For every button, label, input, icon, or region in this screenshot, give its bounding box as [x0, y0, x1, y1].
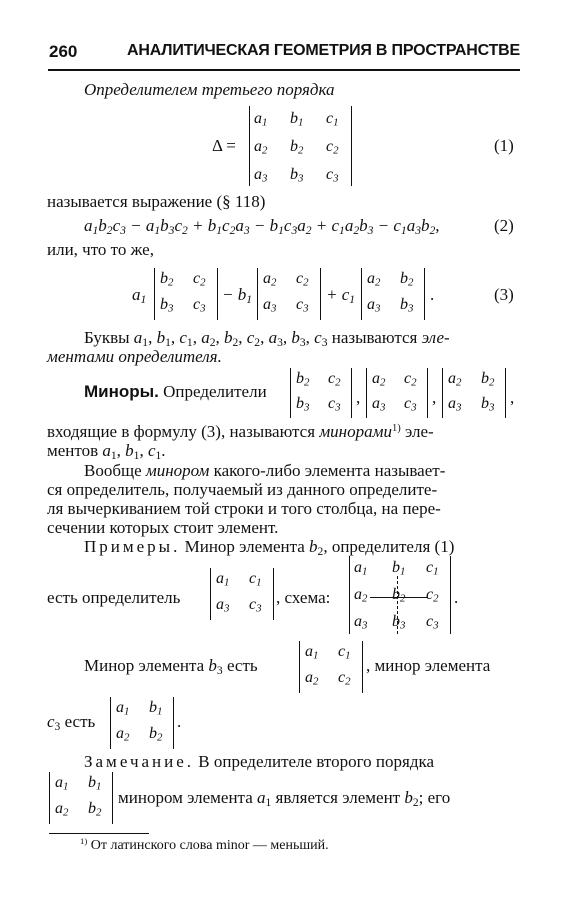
minor-c1-det [361, 268, 425, 320]
remark-its: ; его [418, 788, 451, 807]
det-cell: $a_2$ [263, 270, 277, 289]
called-expression-text: называется выражение (§ 118) [47, 192, 266, 211]
remark-text: В определителе второго порядка [198, 752, 435, 771]
det-cell: $a_3$ [263, 296, 277, 315]
remark-line [84, 752, 434, 772]
minors-intro [84, 382, 267, 402]
det-cell: $a_3$ [367, 296, 381, 315]
det-cell: $b_1$ [88, 774, 102, 793]
examples-word: Примеры. [84, 537, 181, 556]
det-cell: $c_2$ [193, 270, 206, 289]
general-line-2: ся определитель, получаемый из данного определите- [47, 480, 438, 499]
footnote-rule [49, 833, 149, 834]
det-cell: $c_2$ [338, 669, 351, 688]
det-cell: $a_2$ [354, 586, 368, 605]
det-cell: $c_2$ [426, 586, 439, 605]
footnote-text: От латинского слова minor — меньший. [90, 838, 329, 853]
det-cell: $b_2$ [149, 725, 163, 744]
general-line-3: ля вычеркиванием той строки и того столбца, на пере- [47, 499, 441, 518]
det-cell: $a_2$ [55, 800, 69, 819]
examples-line: Примеры. Минор элемента $b_2$, определителя (1) [84, 537, 455, 558]
examples-text2: , определителя (1) [323, 537, 455, 556]
called-word: называются [331, 328, 418, 347]
minor-b3-tail: , минор элемента [366, 656, 491, 675]
examples-text: Минор элемента [184, 537, 305, 556]
det-cell: $b_2$ [400, 270, 414, 289]
comma: , [356, 388, 361, 407]
footnote-marker: 1) [391, 423, 401, 435]
det-cell: $c_1$ [338, 643, 351, 662]
det-cell: $a_1$ [305, 643, 319, 662]
expansion-formula: $a_1b_2c_3 - a_1b_3c_2 + b_1c_2a_3 - b_1c_3a_2 + c_1a_2b_3 - c_1a_3b_2$, [84, 216, 440, 237]
det-cell: $a_3$ [216, 596, 230, 615]
elements-of-determinant: ментами определителя. [47, 347, 222, 366]
det-cell: $b_3$ [290, 166, 304, 185]
general-line-1 [84, 461, 445, 481]
remark-word: Замечание. [84, 752, 195, 771]
det-cell: $a_3$ [354, 613, 368, 632]
minor-det-1 [290, 368, 352, 418]
minors-heading: Миноры. [84, 382, 159, 401]
det-cell: $a_2$ [448, 370, 462, 389]
det-cell: $a_2$ [116, 725, 130, 744]
det-cell: $c_3$ [328, 395, 341, 414]
equation-label-1: (1) [494, 136, 514, 155]
period: . [454, 588, 459, 607]
det-cell: $a_3$ [372, 395, 386, 414]
det-cell: $c_3$ [296, 296, 309, 315]
det-cell: $b_3$ [481, 395, 495, 414]
minors-term: минорами [319, 422, 392, 441]
det-cell: $b_2$ [481, 370, 495, 389]
det-cell: $b_1$ [290, 110, 304, 129]
det-cell: $b_1$ [149, 699, 163, 718]
minor-b3-line: Минор элемента $b_3$ есть [84, 656, 258, 677]
strike-row-line [370, 597, 428, 598]
is-determinant-text: есть определитель [47, 588, 181, 607]
det-cell: $a_1$ [116, 699, 130, 718]
det-cell: $b_3$ [392, 613, 406, 632]
det-cell: $b_2$ [88, 800, 102, 819]
det-cell: $b_3$ [160, 296, 174, 315]
minor-b3-is: есть [226, 656, 258, 675]
letters-line: Буквы $a_1$, $b_1$, $c_1$, $a_2$, $b_2$, $c_2$, $a_3$, $b_3$, $c_3$ называются эле- [84, 328, 450, 349]
general-rest: какого-либо элемента называет- [213, 461, 446, 480]
page-number: 260 [49, 42, 78, 61]
scheme-det [349, 556, 451, 634]
c3-is-text: есть [64, 712, 96, 731]
minor-b2-det [210, 568, 274, 620]
elements-of-word: ментов [47, 441, 99, 460]
det-cell: $b_2$ [290, 138, 304, 157]
minors-intro-text: Определители [163, 382, 267, 401]
running-title: АНАЛИТИЧЕСКАЯ ГЕОМЕТРИЯ В ПРОСТРАНСТВЕ [127, 42, 520, 59]
delta-symbol: Δ = [212, 136, 236, 155]
general-word: Вообще [84, 461, 142, 480]
equation-label-3: (3) [494, 285, 514, 304]
general-line-4: сечении которых стоит элемент. [47, 518, 279, 537]
det-cell: $c_3$ [326, 166, 339, 185]
det-cell: $a_2$ [305, 669, 319, 688]
det-cell: $b_2$ [296, 370, 310, 389]
minor-det-2 [366, 368, 428, 418]
definition-title: Определителем третьего порядка [84, 80, 335, 99]
minor-b1-det [257, 268, 321, 320]
det-cell: $c_3$ [426, 613, 439, 632]
minor-b3-det [299, 641, 363, 693]
det-cell: $c_2$ [404, 370, 417, 389]
det-cell: $c_2$ [296, 270, 309, 289]
det-cell: $b_2$ [392, 586, 406, 605]
determinant-3x3 [249, 106, 352, 186]
comma: , [432, 388, 437, 407]
coef-a1: $a_1$ [132, 285, 147, 306]
det-cell: $c_2$ [328, 370, 341, 389]
elements-word-part1: эле- [421, 328, 450, 347]
or-same-text: или, что то же, [47, 240, 154, 259]
det-cell: $b_2$ [160, 270, 174, 289]
minor-c3-det [110, 697, 174, 749]
det-cell: $c_1$ [249, 570, 262, 589]
det-cell: $b_3$ [400, 296, 414, 315]
det-cell: $c_2$ [326, 138, 339, 157]
det-cell: $a_1$ [354, 559, 368, 578]
det-cell: $a_2$ [372, 370, 386, 389]
strike-column-line [397, 576, 398, 634]
remark-minor-of: минором элемента [118, 788, 253, 807]
det-cell: $a_1$ [254, 110, 268, 129]
det-cell: $c_3$ [249, 596, 262, 615]
remark-line-2: минором элемента $a_1$ является элемент $b_2$; его [118, 788, 451, 809]
det-cell: $c_1$ [426, 559, 439, 578]
det-cell: $c_1$ [326, 110, 339, 129]
footnote [80, 838, 329, 854]
det-cell: $a_1$ [216, 570, 230, 589]
det-cell: $c_3$ [193, 296, 206, 315]
elements-of-line: ментов $a_1$, $b_1$, $c_1$. [47, 441, 166, 462]
remark-det [49, 772, 113, 824]
elements-hyphen: эле- [404, 422, 434, 441]
det-cell: $a_2$ [254, 138, 268, 157]
remark-is-element: является элемент [275, 788, 401, 807]
entering-formula-line [47, 422, 434, 442]
det-cell: $b_1$ [392, 559, 406, 578]
header-rule [48, 69, 520, 71]
coef-c1: + $c_1$ [326, 285, 356, 306]
minor-a1-det [154, 268, 218, 320]
c3-is-line: $c_3$ есть [47, 712, 96, 733]
equation-label-2: (2) [494, 216, 514, 235]
det-cell: $a_3$ [448, 395, 462, 414]
comma: , [510, 388, 515, 407]
minor-det-3 [442, 368, 506, 418]
coef-b1: − $b_1$ [222, 285, 253, 306]
scheme-text: , схема: [276, 588, 331, 607]
det-cell: $a_1$ [55, 774, 69, 793]
minor-b3-text: Минор элемента [84, 656, 205, 675]
det-cell: $c_3$ [404, 395, 417, 414]
det-cell: $a_3$ [254, 166, 268, 185]
formula-period: . [430, 285, 435, 304]
period: . [177, 712, 182, 731]
minor-term: минором [145, 461, 210, 480]
entering-formula-text: входящие в формулу (3), называются [47, 422, 316, 441]
det-cell: $b_3$ [296, 395, 310, 414]
det-cell: $a_2$ [367, 270, 381, 289]
footnote-number: 1) [80, 836, 88, 847]
